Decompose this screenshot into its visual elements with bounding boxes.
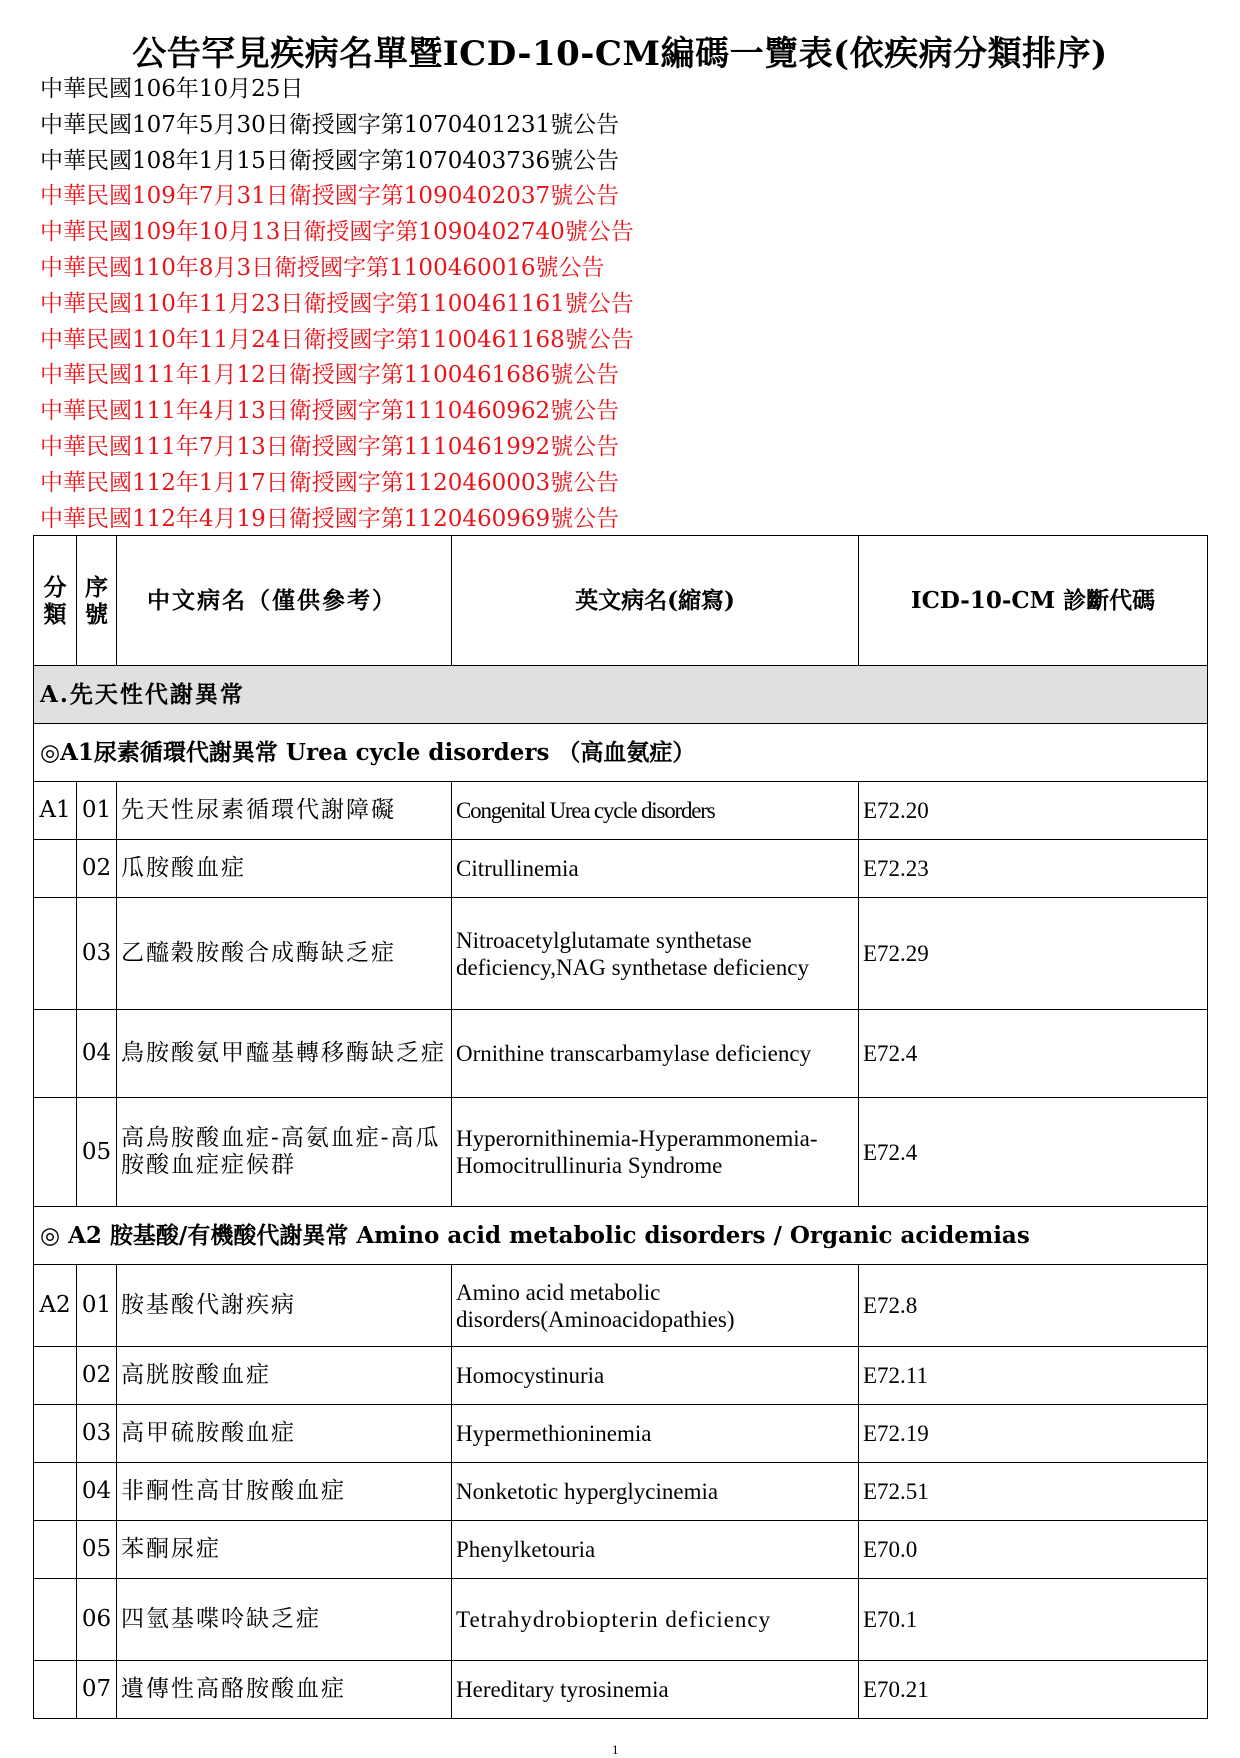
category-code [34,1579,77,1661]
category-code [34,1521,77,1579]
icd-code: E72.23 [859,840,1208,898]
chinese-name: 先天性尿素循環代謝障礙 [117,782,452,840]
chinese-name: 乙醯穀胺酸合成酶缺乏症 [117,898,452,1010]
icd-code: E70.21 [859,1661,1208,1719]
icd-code: E70.0 [859,1521,1208,1579]
english-name: Hypermethioninemia [452,1405,859,1463]
english-name: Citrullinemia [452,840,859,898]
chinese-name: 苯酮尿症 [117,1521,452,1579]
sequence-number: 04 [77,1010,117,1098]
table-row [34,1463,1208,1521]
subsection-row [34,724,1208,782]
chinese-name: 高胱胺酸血症 [117,1347,452,1405]
icd-code: E72.11 [859,1347,1208,1405]
category-code: A1 [34,782,77,840]
page-number: 1 [612,1742,619,1757]
category-code [34,1010,77,1098]
table-row [34,840,1208,898]
sequence-number: 04 [77,1463,117,1521]
notice-line: 中華民國111年7月13日衛授國字第1110461992號公告 [40,433,620,460]
table-row [34,1521,1208,1579]
table-row [34,1661,1208,1719]
notice-line: 中華民國111年1月12日衛授國字第1100461686號公告 [40,362,620,389]
chinese-name: 瓜胺酸血症 [117,840,452,898]
chinese-name: 高鳥胺酸血症-高氨血症-高瓜胺酸血症症候群 [117,1098,452,1207]
sequence-number: 05 [77,1521,117,1579]
sequence-number: 03 [77,1405,117,1463]
category-code [34,1661,77,1719]
category-code [34,1405,77,1463]
table-row [34,1010,1208,1098]
table-row [34,1098,1208,1207]
english-name: Hyperornithinemia-Hyperammonemia-Homocitrullinuria Syndrome [452,1098,859,1207]
header-category-char: 分 [43,573,67,601]
icd-code: E72.20 [859,782,1208,840]
table-row [34,898,1208,1010]
page-title: 公告罕見疾病名單暨ICD-10-CM編碼一覽表(依疾病分類排序) [132,34,1108,74]
icd-code: E72.4 [859,1098,1208,1207]
sequence-number: 02 [77,840,117,898]
table-row [34,782,1208,840]
sequence-number: 07 [77,1661,117,1719]
notice-line: 中華民國106年10月25日 [40,76,304,102]
english-name: Nitroacetylglutamate synthetase deficiency,NAG synthetase deficiency [452,898,859,1010]
english-name: Hereditary tyrosinemia [452,1661,859,1719]
table-header-row [34,536,1208,666]
subsection-title: ◎ A2 胺基酸/有機酸代謝異常 Amino acid metabolic disorders / Organic acidemias [34,1207,1208,1265]
category-code [34,898,77,1010]
subsection-row [34,1207,1208,1265]
sequence-number: 06 [77,1579,117,1661]
english-name: Tetrahydrobiopterin deficiency [452,1579,859,1661]
category-code: A2 [34,1265,77,1347]
category-code [34,1098,77,1207]
category-code [34,1463,77,1521]
category-code [34,1347,77,1405]
sequence-number: 05 [77,1098,117,1207]
chinese-name: 高甲硫胺酸血症 [117,1405,452,1463]
icd-code: E72.29 [859,898,1208,1010]
section-row [34,666,1208,724]
chinese-name: 胺基酸代謝疾病 [117,1265,452,1347]
icd-code: E72.19 [859,1405,1208,1463]
notice-line: 中華民國111年4月13日衛授國字第1110460962號公告 [40,398,620,425]
english-name: Congenital Urea cycle disorders [452,782,859,840]
header-seq-char: 號 [85,600,108,628]
notice-line: 中華民國112年4月19日衛授國字第1120460969號公告 [40,505,620,532]
english-name: Nonketotic hyperglycinemia [452,1463,859,1521]
header-category-char: 類 [43,600,67,628]
notice-line: 中華民國107年5月30日衛授國字第1070401231號公告 [40,111,620,138]
notice-line: 中華民國108年1月15日衛授國字第1070403736號公告 [40,147,620,174]
notice-line: 中華民國110年8月3日衛授國字第1100460016號公告 [40,254,605,281]
notice-line: 中華民國110年11月24日衛授國字第1100461168號公告 [40,326,634,353]
icd-code: E72.8 [859,1265,1208,1347]
icd-code: E72.4 [859,1010,1208,1098]
header-english-name: 英文病名(縮寫) [452,536,859,666]
chinese-name: 遺傳性高酪胺酸血症 [117,1661,452,1719]
category-code [34,840,77,898]
notice-list [40,72,634,537]
subsection-title: ◎A1尿素循環代謝異常 Urea cycle disorders （高血氨症） [34,724,1208,782]
sequence-number: 03 [77,898,117,1010]
icd-code: E72.51 [859,1463,1208,1521]
disease-table [33,535,1208,1719]
header-seq-char: 序 [85,573,108,601]
notice-line: 中華民國109年7月31日衛授國字第1090402037號公告 [40,183,620,210]
table-row [34,1579,1208,1661]
notice-line: 中華民國109年10月13日衛授國字第1090402740號公告 [40,219,634,246]
header-category [34,536,77,666]
english-name: Ornithine transcarbamylase deficiency [452,1010,859,1098]
english-name: Phenylketouria [452,1521,859,1579]
sequence-number: 02 [77,1347,117,1405]
header-seq [77,536,117,666]
english-name: Amino acid metabolic disorders(Aminoacidopathies) [452,1265,859,1347]
table-row [34,1405,1208,1463]
english-name: Homocystinuria [452,1347,859,1405]
table-row [34,1347,1208,1405]
chinese-name: 四氫基喋呤缺乏症 [117,1579,452,1661]
sequence-number: 01 [77,782,117,840]
notice-line: 中華民國112年1月17日衛授國字第1120460003號公告 [40,469,620,496]
chinese-name: 鳥胺酸氨甲醯基轉移酶缺乏症 [117,1010,452,1098]
header-chinese-name: 中文病名（僅供參考） [117,536,452,666]
icd-code: E70.1 [859,1579,1208,1661]
section-title: A.先天性代謝異常 [34,666,1208,724]
sequence-number: 01 [77,1265,117,1347]
chinese-name: 非酮性高甘胺酸血症 [117,1463,452,1521]
header-icd-code: ICD-10-CM 診斷代碼 [859,536,1208,666]
notice-line: 中華民國110年11月23日衛授國字第1100461161號公告 [40,290,634,317]
table-row [34,1265,1208,1347]
